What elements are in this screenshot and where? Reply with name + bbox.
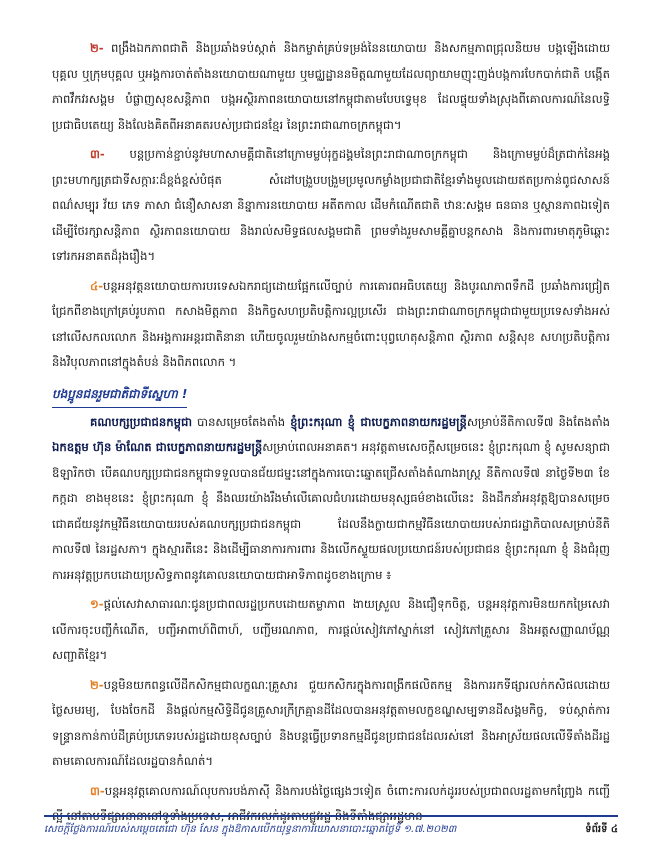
paragraph-text: បន្តប្រកាន់ខ្ជាប់នូវមហាសាមគ្គីជាតិនៅក្រោមម្លប់រុក្ខដង្គមនៃព្រះរាជាណាចក្រកម្ពុជា និងក្រោមម្លប់ដ៏ត្រជាក់នៃអង្គព្រះមហាក្សត្រជាទីសក្ការៈដ៏ខ្ពង់ខ្ពស់បំផុត សំដៅបង្រួបបង្រួមប្រមូលកម្លាំងប្រជាជាតិខ្មែរទាំងមូលដោយឥតប្រកាន់ពូជសាសន៍ ពណ៌សម្បុរ វ័យ ភេទ ភាសា ជំនឿសាសនា និន្នាការនយោបាយ អតីតកាល ដើមកំណើតជាតិ ឋានៈសង្គម ធនធាន ឬស្ថានភាពឯទៀត ដើម្បីថែរក្សាសន្តិភាព ស្ថិរភាពនយោបាយ និងរាល់សមិទ្ធផលសង្គមជាតិ ព្រមទាំងរួមសាមគ្គីគ្នាបន្តកសាង និងការពារមាតុភូមិឆ្ពោះទៅរកអនាគតដ៏រុងរឿង។ bbox=[52, 147, 610, 263]
document-body bbox=[52, 36, 610, 834]
page-number: ទំព័រទី ៤ bbox=[585, 823, 618, 835]
paragraph-number: ៣- bbox=[90, 147, 105, 161]
paragraph-text: សម្រាប់ពេលអនាគត។ អនុវត្តតាមសេចក្តីសម្រេចនេះ ខ្ញុំព្រះករុណា ខ្ញុំ សូមសន្យាជាឱឡារិកថា បើគណបក្សប្រជាជនកម្ពុជាទទួលបានជ័យជម្នះនៅក្នុងការបោះឆ្នោតជ្រើសតាំងតំណាងរាស្ត្រ នីតិកាលទី៧ នាថ្ងៃទី២៣ ខែកក្កដា ខាងមុខនេះ ខ្ញុំព្រះករុណា ខ្ញុំ នឹងឈរយ៉ាងរឹងមាំលើគោលជំហរដោយមនុស្សធម៌ខាងលើនេះ និងដឹកនាំអនុវត្តឱ្យបានសម្រេចជោគជ័យនូវកម្មវិធីនយោបាយរបស់គណបក្សប្រជាជនកម្ពុជា ដែលនឹងក្លាយជាកម្មវិធីនយោបាយរបស់រាជរដ្ឋាភិបាលសម្រាប់នីតិកាលទី៧ នៃរដ្ឋសភា។ ក្នុងស្មារតីនេះ និងដើម្បីធានាការការពារ និងលើកស្ទួយផលប្រយោជន៍របស់ប្រជាជន ខ្ញុំព្រះករុណា ខ្ញុំ និងជំរុញការអនុវត្តប្រកបដោយប្រសិទ្ធភាពនូវគោលនយោបាយជាអាទិភាពដូចខាងក្រោម ៖ bbox=[52, 440, 610, 582]
paragraph-text: ពង្រឹងឯកភាពជាតិ និងប្រឆាំងទប់ស្កាត់ និងកម្ចាត់គ្រប់ទម្រង់នៃនយោបាយ និងសកម្មភាពជ្រុលនិយម បង្កឡើងដោយបុគ្គល ឬក្រុមបុគ្គល ឬអង្គការចាត់តាំងនយោបាយណាមួយ ឬមជ្ឈដ្ឋាននមិត្តណាមួយដែលព្យាយាមញុះញង់បង្កការបែកបាក់ជាតិ បង្កើតភាពវឹកវរសង្គម បំផ្លាញសុខសន្តិភាព បង្កអស្ថិរភាពនយោបាយនៅកម្ពុជាតាមបែបទ្វេមុខ ដែលផ្ទុយទាំងស្រុងពីគោលការណ៍នៃលទ្ធិប្រជាធិបតេយ្យ និងលែងគិតពីអនាគតរបស់ប្រជាជនខ្មែរ នៃព្រះរាជាណាចក្រកម្ពុជា។ bbox=[52, 41, 610, 132]
paragraph-4 bbox=[52, 274, 610, 376]
party-name: គណបក្សប្រជាជនកម្ពុជា bbox=[90, 414, 193, 429]
paragraph-2 bbox=[52, 36, 610, 138]
section-subheading bbox=[52, 380, 610, 410]
paragraph-text: បន្តអនុវត្តនយោបាយការបរទេសឯករាជ្យដោយផ្អែកលើច្បាប់ ការគោរពអធិបតេយ្យ និងបូរណភាពទឹកដី ប្រឆាំងការជ្រៀតជ្រែកពីខាងក្រៅគ្រប់រូបភាព កសាងមិត្តភាព និងកិច្ចសហប្រតិបត្តិការល្អប្រសើរ ជាងព្រះរាជាណាចក្រកម្ពុជាជាមួយប្រទេសទាំងអស់នៅលើសកលលោក និងអង្គការអន្តរជាតិនានា ហើយចូលរួមយ៉ាងសកម្មចំពោះបុព្វហេតុសន្តិភាព ស្ថិរភាព សន្តិសុខ សហប្រតិបត្តិការ និងវិបុលភាពនៅក្នុងតំបន់ និងពិភពលោក ។ bbox=[52, 278, 610, 369]
footer-divider bbox=[44, 815, 618, 817]
policy-text: បន្តអនុវត្តគោលការណ៍លុបការបង់ភាស៊ី និងការបង់ថ្លៃផ្សេងៗទៀត ចំពោះការលក់ដូររបស់ប្រជាពលរដ្ឋតាមកញ្ច្រែង កញ្ជើ ល្អី នៅតាមទីផ្សារនានានៅទូទាំងប្រទេស, អាជីវករលក់ដូរតាមផ្លូវរដ្ឋ និងទីតាំងផ្សាររដ្ឋមាន bbox=[52, 783, 610, 823]
footer-title: សេចក្តីថ្លែងការណ៍របស់សម្តេចតេជោ ហ៊ុន សែន ក្នុងឱកាសបើកយុទ្ធនាការឃោសនាបោះឆ្នោតថ្ងៃទី ១.៧.២០២៣ bbox=[44, 823, 457, 835]
paragraph-number: ២- bbox=[90, 41, 104, 55]
policy-text: ផ្តល់សេវាសាធារណៈជូនប្រជាពលរដ្ឋប្រកបដោយតម្លាភាព ងាយស្រួល និងជឿទុកចិត្ត, បន្តអនុវត្តការមិនយកកម្រៃសេវាលើការចុះបញ្ជីកំណើត, បញ្ជីអាពាហ៍ពិពាហ៍, បញ្ជីមរណភាព, ការផ្តល់សៀវភៅស្នាក់នៅ សៀវភៅគ្រួសារ និងអត្តសញ្ញាណប័ណ្ណសញ្ជាតិខ្មែរ។ bbox=[52, 597, 610, 662]
policy-number: ២- bbox=[90, 677, 104, 692]
subheading-text: បងប្អូនជនរួមជាតិជាទីស្នេហា ! bbox=[52, 382, 187, 408]
policy-1 bbox=[52, 592, 610, 669]
future-pm-candidate: ឯកឧត្តម ហ៊ុន ម៉ាណែត ជាបេក្ខភាពនាយករដ្ឋមន្ត្រី bbox=[52, 440, 263, 454]
candidate-paragraph bbox=[52, 410, 610, 589]
policy-text: បន្តមិនយកពន្ធលើដីកសិកម្មជាលក្ខណៈគ្រួសារ ជួយកសិករក្នុងការពង្រីកផលិតកម្ម និងការរកទីផ្សារលក់កសិផលដោយថ្លៃសមរម្យ, បែងចែកដី និងផ្តល់កម្មសិទ្ធិដីជូនគ្រួសារក្រីក្រគ្មានដីដែលបានអនុវត្តតាមលក្ខខណ្ឌសម្បទានដីសង្គមកិច្ច, ទប់ស្កាត់ការទន្ទ្រានកាន់កាប់ដីគ្រប់ប្រភេទរបស់រដ្ឋដោយខុសច្បាប់ និងបន្តធ្វើប្រទានកម្មដីជូនប្រជាជនដែលរស់នៅ និងអាស្រ័យផលលើទីតាំងដីរដ្ឋតាមគោលការណ៍ដែលរដ្ឋបានកំណត់។ bbox=[52, 677, 610, 768]
paragraph-3 bbox=[52, 142, 610, 270]
paragraph-number: ៤- bbox=[90, 278, 104, 293]
policy-2 bbox=[52, 673, 610, 775]
paragraph-text: បានសម្រេចតែងតាំង bbox=[192, 414, 291, 429]
page-footer bbox=[44, 820, 618, 838]
paragraph-text: សម្រាប់នីតិកាលទី៧ និងតែងតាំង bbox=[466, 414, 610, 429]
pm-candidate: ខ្ញុំព្រះករុណា ខ្ញុំ ជាបេក្ខភាពនាយករដ្ឋមន្ត្រី bbox=[290, 414, 467, 429]
policy-number: ១- bbox=[90, 597, 104, 611]
policy-number: ៣- bbox=[90, 783, 105, 798]
